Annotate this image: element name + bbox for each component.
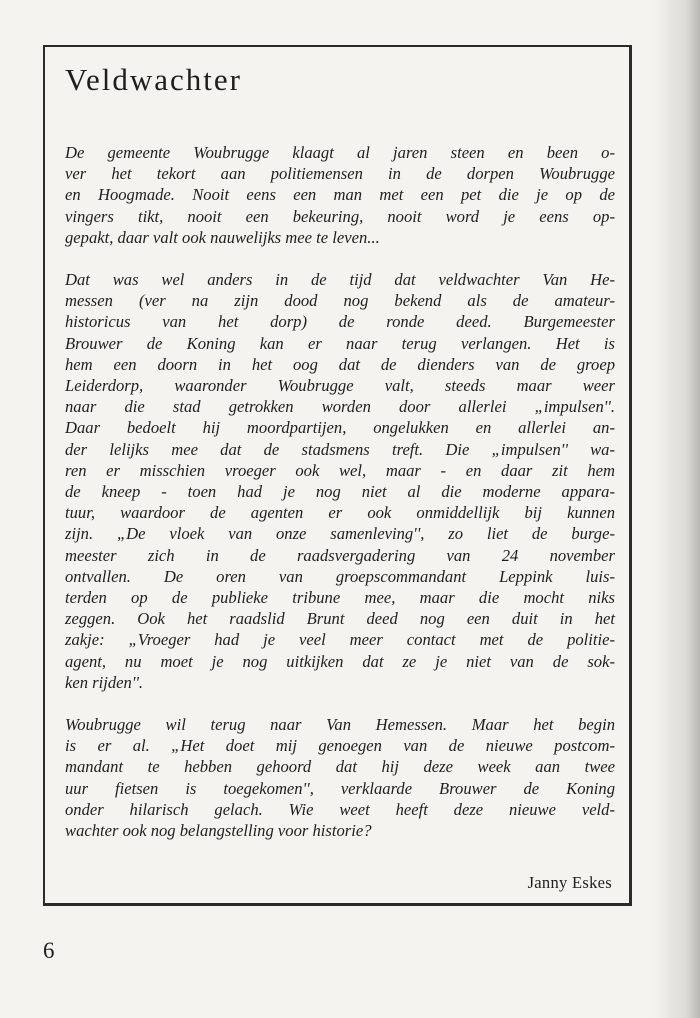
text-line: uur fietsen is toegekomen'', verklaarde Brouwer de Koning [65, 778, 615, 798]
text-line: zakje: „Vroeger had je veel meer contact met de politie- [65, 630, 615, 650]
text-line: tuur, waardoor de agenten er ook onmiddellijk bij kunnen [65, 503, 615, 523]
text-line: de kneep - toen had je nog niet al die moderne appara- [65, 482, 615, 502]
article-title: Veldwachter [65, 62, 242, 97]
text-line: meester zich in de raadsvergadering van 24 november [65, 545, 615, 565]
paragraph [65, 269, 615, 693]
text-line: en Hoogmade. Nooit eens een man met een pet die je op de [65, 185, 615, 205]
text-line: Leiderdorp, waaronder Woubrugge valt, steeds maar weer [65, 376, 615, 396]
author-byline: Janny Eskes [527, 873, 612, 892]
text-line: der lelijks mee dat de stadsmens treft. Die „impulsen'' wa- [65, 439, 615, 459]
text-line: mandant te hebben gehoord dat hij deze week aan twee [65, 757, 615, 777]
text-line: zijn. „De vloek van onze samenleving'', zo liet de burge- [65, 524, 615, 544]
text-line: ren er misschien vroeger ook wel, maar - en daar zit hem [65, 460, 615, 480]
page-number: 6 [43, 938, 55, 963]
paragraph [65, 714, 615, 841]
text-line: zeggen. Ook het raadslid Brunt deed nog een duit in het [65, 609, 615, 629]
text-line: historicus van het dorp) de ronde deed. Burgemeester [65, 312, 615, 332]
text-line: Daar bedoelt hij moordpartijen, ongelukken en allerlei an- [65, 418, 615, 438]
article-body [65, 142, 615, 862]
text-line: wachter ook nog belangstelling voor historie? [65, 821, 372, 841]
text-line: Woubrugge wil terug naar Van Hemessen. Maar het begin [65, 715, 615, 735]
page-edge-shadow [654, 0, 700, 1018]
text-line: De gemeente Woubrugge klaagt al jaren steen en been o- [65, 143, 615, 162]
text-line: Dat was wel anders in de tijd dat veldwachter Van He- [65, 270, 615, 290]
text-line: gepakt, daar valt ook nauwelijks mee te leven... [65, 227, 380, 247]
text-line: hem een doorn in het oog dat de dienders van de groep [65, 354, 615, 374]
text-line: ken rijden''. [65, 672, 144, 692]
text-line: Brouwer de Koning kan er naar terug verlangen. Het is [65, 333, 615, 353]
paragraph [65, 142, 615, 248]
text-line: ver het tekort aan politiemensen in de dorpen Woubrugge [65, 164, 615, 184]
text-line: onder hilarisch gelach. Wie weet heeft deze nieuwe veld- [65, 799, 615, 819]
text-line: ontvallen. De oren van groepscommandant Leppink luis- [65, 566, 615, 586]
text-line: is er al. „Het doet mij genoegen van de nieuwe postcom- [65, 736, 615, 756]
text-line: agent, nu moet je nog uitkijken dat ze je niet van de sok- [65, 651, 615, 671]
text-line: naar die stad getrokken worden door allerlei „impulsen''. [65, 397, 615, 417]
text-line: messen (ver na zijn dood nog bekend als de amateur- [65, 291, 615, 311]
text-line: terden op de publieke tribune mee, maar die mocht niks [65, 588, 615, 608]
text-line: vingers tikt, nooit een bekeuring, nooit word je eens op- [65, 206, 615, 226]
